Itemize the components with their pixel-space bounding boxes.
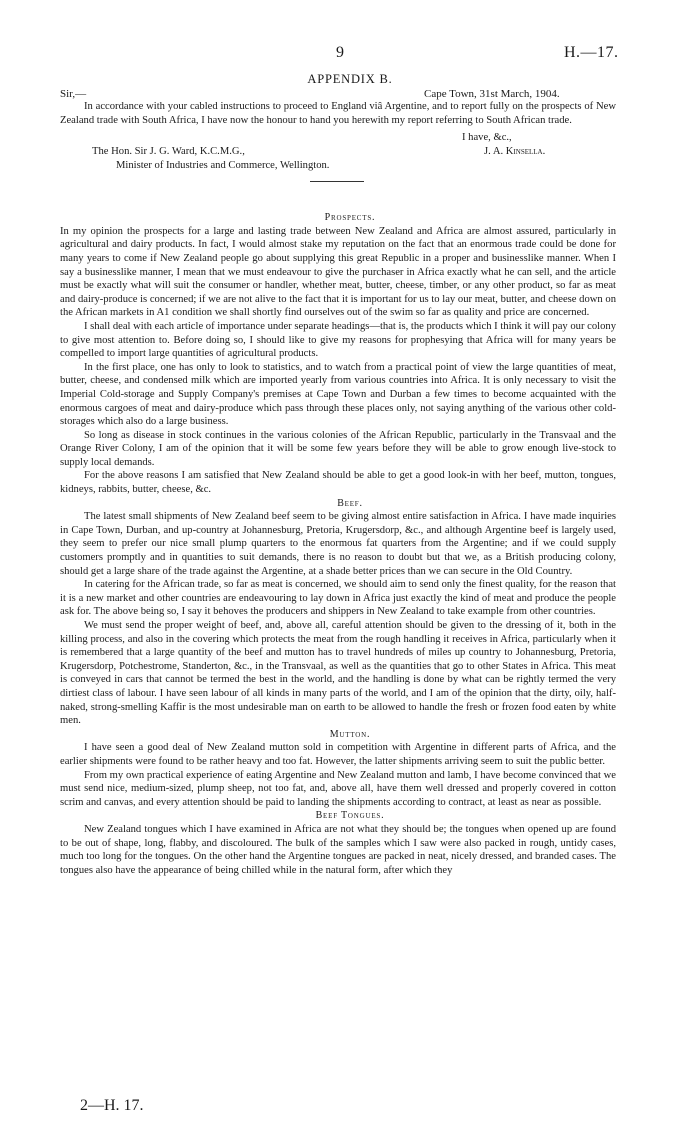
paragraph: I shall deal with each article of importance under separate headings—that is, the products which I think it will pay our colony to give most attention to. Before doing so, I should like to give my reasons for prophesying that Africa will for many years be compelled to import large quantities of agricultural products. bbox=[60, 320, 616, 360]
paragraph: In my opinion the prospects for a large and lasting trade between New Zealand and Africa are almost assured, particularly in agricultural and dairy products. In fact, I would almost stake my reputation on the fact that an enormous trade could be done for many years to come if New Zealand people go about supplying this great Republic in a proper and businesslike manner. When I say a businesslike manner, I mean that we must endeavour to give the purchaser in Africa exactly what he can sell, and the article must be exactly what will suit the consumer or handler, whether meat, butter, cheese, timber, or any other product, so far as meat and dairy-produce is concerned; if we are not alive to the fact that it is important for us to lay our meat, butter, and cheese down on the African markets in A1 condition we shall shortly find ourselves out of the swim so far as quality and price are concerned. bbox=[60, 225, 616, 319]
paragraph: For the above reasons I am satisfied that New Zealand should be able to get a good look-in with her beef, mutton, tongues, kidneys, rabbits, butter, cheese, &c. bbox=[60, 470, 616, 496]
heading-beef-tongues: Beef Tongues. bbox=[315, 810, 385, 822]
letter-signature: J. A. Kinsella. bbox=[484, 146, 546, 158]
document-reference: H.—17. bbox=[564, 44, 619, 61]
page-header bbox=[0, 44, 700, 68]
addressee-title: Minister of Industries and Commerce, Wellington. bbox=[116, 160, 330, 172]
document-body bbox=[60, 100, 616, 877]
letter-intro: In accordance with your cabled instructions to proceed to England viâ Argentine, and to report fully on the prospects of New Zealand trade with South Africa, I have now the honour to hand you herewith my report referring to South African trade. bbox=[60, 101, 616, 126]
section-divider bbox=[310, 181, 364, 182]
signature-mark: 2—H. 17. bbox=[80, 1097, 144, 1114]
heading-prospects: Prospects. bbox=[324, 212, 376, 224]
paragraph: From my own practical experience of eating Argentine and New Zealand mutton and lamb, I have become convinced that we must send nice, medium-sized, plump sheep, not too fat, and, above all, have them well dressed and properly covered in cotton scrim and canvas, and every attention should be paid to landing the shipments according to contract, at least as near as possible. bbox=[60, 769, 616, 808]
paragraph: New Zealand tongues which I have examined in Africa are not what they should be; the tongues when opened up are found to be out of shape, long, flabby, and discoloured. The bulk of the samples which I saw were also packed in rough, untidy cases, much too long for the tongues. On the other hand the Argentine tongues are packed in neat, nicely dressed, and branded cases. The tongues also have the appearance of being chilled while in the natural form, after which they bbox=[60, 823, 616, 876]
page-number: 9 bbox=[336, 44, 344, 61]
letter-dateline: Cape Town, 31st March, 1904. bbox=[424, 88, 560, 100]
appendix-title: APPENDIX B. bbox=[307, 72, 393, 86]
letter-salutation: Sir,— bbox=[60, 88, 87, 100]
signature-block bbox=[60, 131, 616, 211]
heading-beef: Beef. bbox=[337, 497, 363, 509]
heading-mutton: Mutton. bbox=[329, 728, 371, 740]
addressee-name: The Hon. Sir J. G. Ward, K.C.M.G., bbox=[92, 146, 245, 158]
paragraph: I have seen a good deal of New Zealand mutton sold in competition with Argentine in different parts of Africa, and the earlier shipments were found to be rather heavy and too fat. However, the latter shipments arriving seem to suit the public better. bbox=[60, 742, 616, 767]
paragraph: So long as disease in stock continues in the various colonies of the African Republic, particularly in the Transvaal and the Orange River Colony, I am of the opinion that it will be some few years before they will be able to grow enough live-stock to supply local demands. bbox=[60, 429, 616, 468]
letter-closing: I have, &c., bbox=[462, 132, 512, 144]
paragraph: The latest small shipments of New Zealand beef seem to be giving almost entire satisfaction in Africa. I have made inquiries in Cape Town, Durban, and up-country at Johannesburg, Pretoria, Krugersdorp, &c., and although Argentine beef is largely used, they seem to prefer our nice small plump quarters to the enormous fat quarters from the Argentine; and if we could supply customers promptly and in quantities to suit demands, there is no reason to doubt but that we, as a British producing colony, should get a large share of the trade against the Argentine, at a shade better prices than we can secure in the Old Country. bbox=[60, 511, 616, 577]
paragraph: We must send the proper weight of beef, and, above all, careful attention should be given to the dressing of it, both in the killing process, and also in the covering which protects the meat from the rough handling it receives in Africa, particularly when it is remembered that a large quantity of the beef and mutton has to travel hundreds of miles up country to Johannesburg, Pretoria, Krugersdorp, Potchestrome, Standerton, &c., in the Transvaal, as well as the quantities that go to other States in Africa. This meat is conveyed in cars that cannot be termed the best in the world, and the handling is done by what can be rightly termed the very dirtiest class of labour. I have seen labour of all kinds in many parts of the world, and I am of the opinion that the dirty, oily, half-naked, strong-smelling Kaffir is the most undesirable man on earth to be allowed to handle the fresh or frozen food eaten by white men. bbox=[60, 620, 616, 727]
paragraph: In the first place, one has only to look to statistics, and to watch from a practical point of view the large quantities of meat, butter, cheese, and condensed milk which are imported yearly from various countries into Africa. It is only necessary to visit the Imperial Cold-storage and Supply Company's premises at Cape Town and Durban a few times to become acquainted with the enormous cargoes of meat and dairy-produce which pass through these places only, not saying anything of the various other cold-storages which also do a large business. bbox=[60, 361, 616, 428]
paragraph: In catering for the African trade, so far as meat is concerned, we should aim to send only the finest quality, for the reason that it is a new market and other countries are endeavouring to lay down in Africa just exactly the kind of meat and produce the people ask for. The above being so, I say it behoves the producers and shippers in New Zealand to take example from other countries. bbox=[60, 579, 616, 618]
